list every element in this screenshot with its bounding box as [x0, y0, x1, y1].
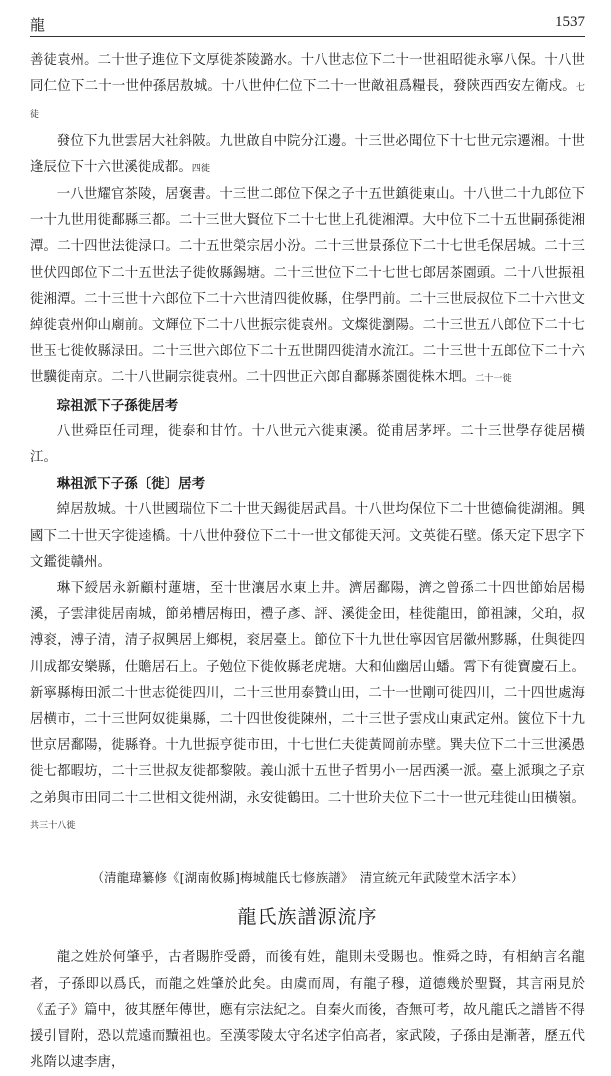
- paragraph: [30, 576, 585, 839]
- paragraph-text: 發位下九世雲居大社斜陂。九世啟自中院分江邊。十三世必聞位下十七世元宗遷湘。十世逢辰位下十六世溪徙成都。: [30, 133, 585, 175]
- running-header: [30, 14, 585, 36]
- migration-count-note: 四徙: [191, 163, 211, 174]
- migration-count-note: 共三十八徙: [30, 820, 76, 831]
- spacer: [30, 839, 585, 865]
- paragraph: 八世舜臣任司理，徙泰和甘竹。十八世元六徙東溪。從甫居茅坪。二十三世學存徙居橫江。: [30, 423, 585, 466]
- paragraph: [30, 129, 585, 182]
- paragraph: 綽居敖城。十八世國瑞位下二十世天錫徙居武昌。十八世均保位下二十世德倫徙湖湘。興國下二十世天字徙逵橋。十八世仲發位下二十一世文郁徙天河。文英徙石壁。係天定下思字下文鑑徙贛州。: [30, 502, 585, 570]
- section-title: 龍氏族譜源流序: [237, 906, 378, 929]
- header-rule: [30, 36, 585, 37]
- page-number: 1537: [555, 14, 585, 30]
- subsection-heading: 琮祖派下子孫徙居考: [56, 397, 179, 414]
- paragraph-text: 善徒袁州。二十世子進位下文厚徙茶陵潞水。十八世志位下二十一世祖昭徙永寧八保。十八世同仁位下二十一世仲孫居敖城。十八世仲仁位下二十一世敵祖爲糧長，發陝西西安左衛戍。: [30, 53, 585, 95]
- running-title: 龍: [30, 16, 46, 34]
- subsection-heading: 琳祖派下子孫〔徙〕居考: [56, 476, 206, 493]
- paragraph: 龍之姓於何肇乎，古者賜胙受爵，而後有姓，龍則未受賜也。惟舜之時，有相納言名龍者，子孫即以爲氏，而龍之姓肇於此矣。由虞而周，有龍子穆，道德幾於聖賢，其言兩見於《孟子》篇中，彼其歷年傳世，應有宗法紀之。自秦火而後，杳無可考，故凡龍氏之譜皆不得援引冒附，恐以荒遠而黷祖也。至漢零陵太守名述字伯高者，家武陵，子孫由是漸著，歷五代兆隋以逮李唐，: [30, 950, 585, 1071]
- paragraph-text: 琳下綬居永新顧村蓮塘，至十世瀼居水東上井。濟居鄱陽，濟之曾孫二十四世節始居楊溪，子雲津徙居南城，節弟槽居梅田，禮子彥、評、溪徙金田，桂徙龍田，節祖諫，父珀，叔溥衮，溥子清，清子叔興居上鄉梘，衮居臺上。節位下十九世仕寧因官居徽州黟縣，仕與徙四川成都安樂縣，仕贍居石上。子勉位下徙攸縣老虎塘。大和仙幽居山蟠。霄下有徙寶慶石上。新寧縣梅田派二十世志從徙四川，二十三世用泰贊山田，二十一世剛可徙四川，二十四世處海居横市，二十三世阿奴徙巢縣，二十四世俊徙陳州，二十三世子雲戍山東武定州。篋位下十九世京居鄱陽，徙縣脊。十九世振亨徙市田，十七世仁夫徙黃岡前赤壁。巽夫位下二十三世溪愚徙七都暇坊，二十三世叔友徙都黎陂。義山派十五世子哲男小一居西溪一派。臺上派璵之子京之弟與市田同二十二世相文徙州湖，永安徙鶴田。二十世玠夫位下二十一世元珪徙山田橫嶺。: [30, 581, 585, 806]
- migration-count-note: 七徒: [30, 83, 585, 121]
- source-citation: （清龍瑋纂修《[湖南攸縣]梅城龍氏七修族譜》 清宣統元年武陵堂木活字本）: [91, 870, 524, 886]
- migration-count-note: 二十一徙: [475, 374, 512, 385]
- paragraph-continuation: [30, 48, 585, 129]
- paragraph-text: 一八世耀官茶陵，居褒書。十三世二郎位下保之子十五世鎮徙東山。十八世二十九郎位下一十九世用徙鄱縣三都。二十三世大賢位下二十七世上孔徙湘潭。大中位下二十五世嗣孫徙湘潭。二十四世法徙渌口。二十五世榮宗居小汾。二十三世景孫位下二十七世毛保居城。二十三世伏四郎位下二十五世法子徙攸縣錫塘。二十三世位下二十七世七郎居茶園頭。二十八世振祖徙湘潭。二十三世十六郎位下二十六世清四徙攸縣，住學門前。二十三世辰叔位下二十六世文綽徙袁州仰山廟前。文輝位下二十八世振宗徙袁州。文燦徙瀏陽。二十三世五八郎位下二十七世玉七徙攸縣渌田。二十三世六郎位下二十五世開四徙清水流江。二十三世十五郎位下二十六世驥徙南京。二十八世嗣宗徙袁州。二十四世正六郎自鄱縣茶園徙株木垇。: [30, 187, 585, 386]
- main-text: [30, 48, 585, 1076]
- paragraph: [30, 182, 585, 393]
